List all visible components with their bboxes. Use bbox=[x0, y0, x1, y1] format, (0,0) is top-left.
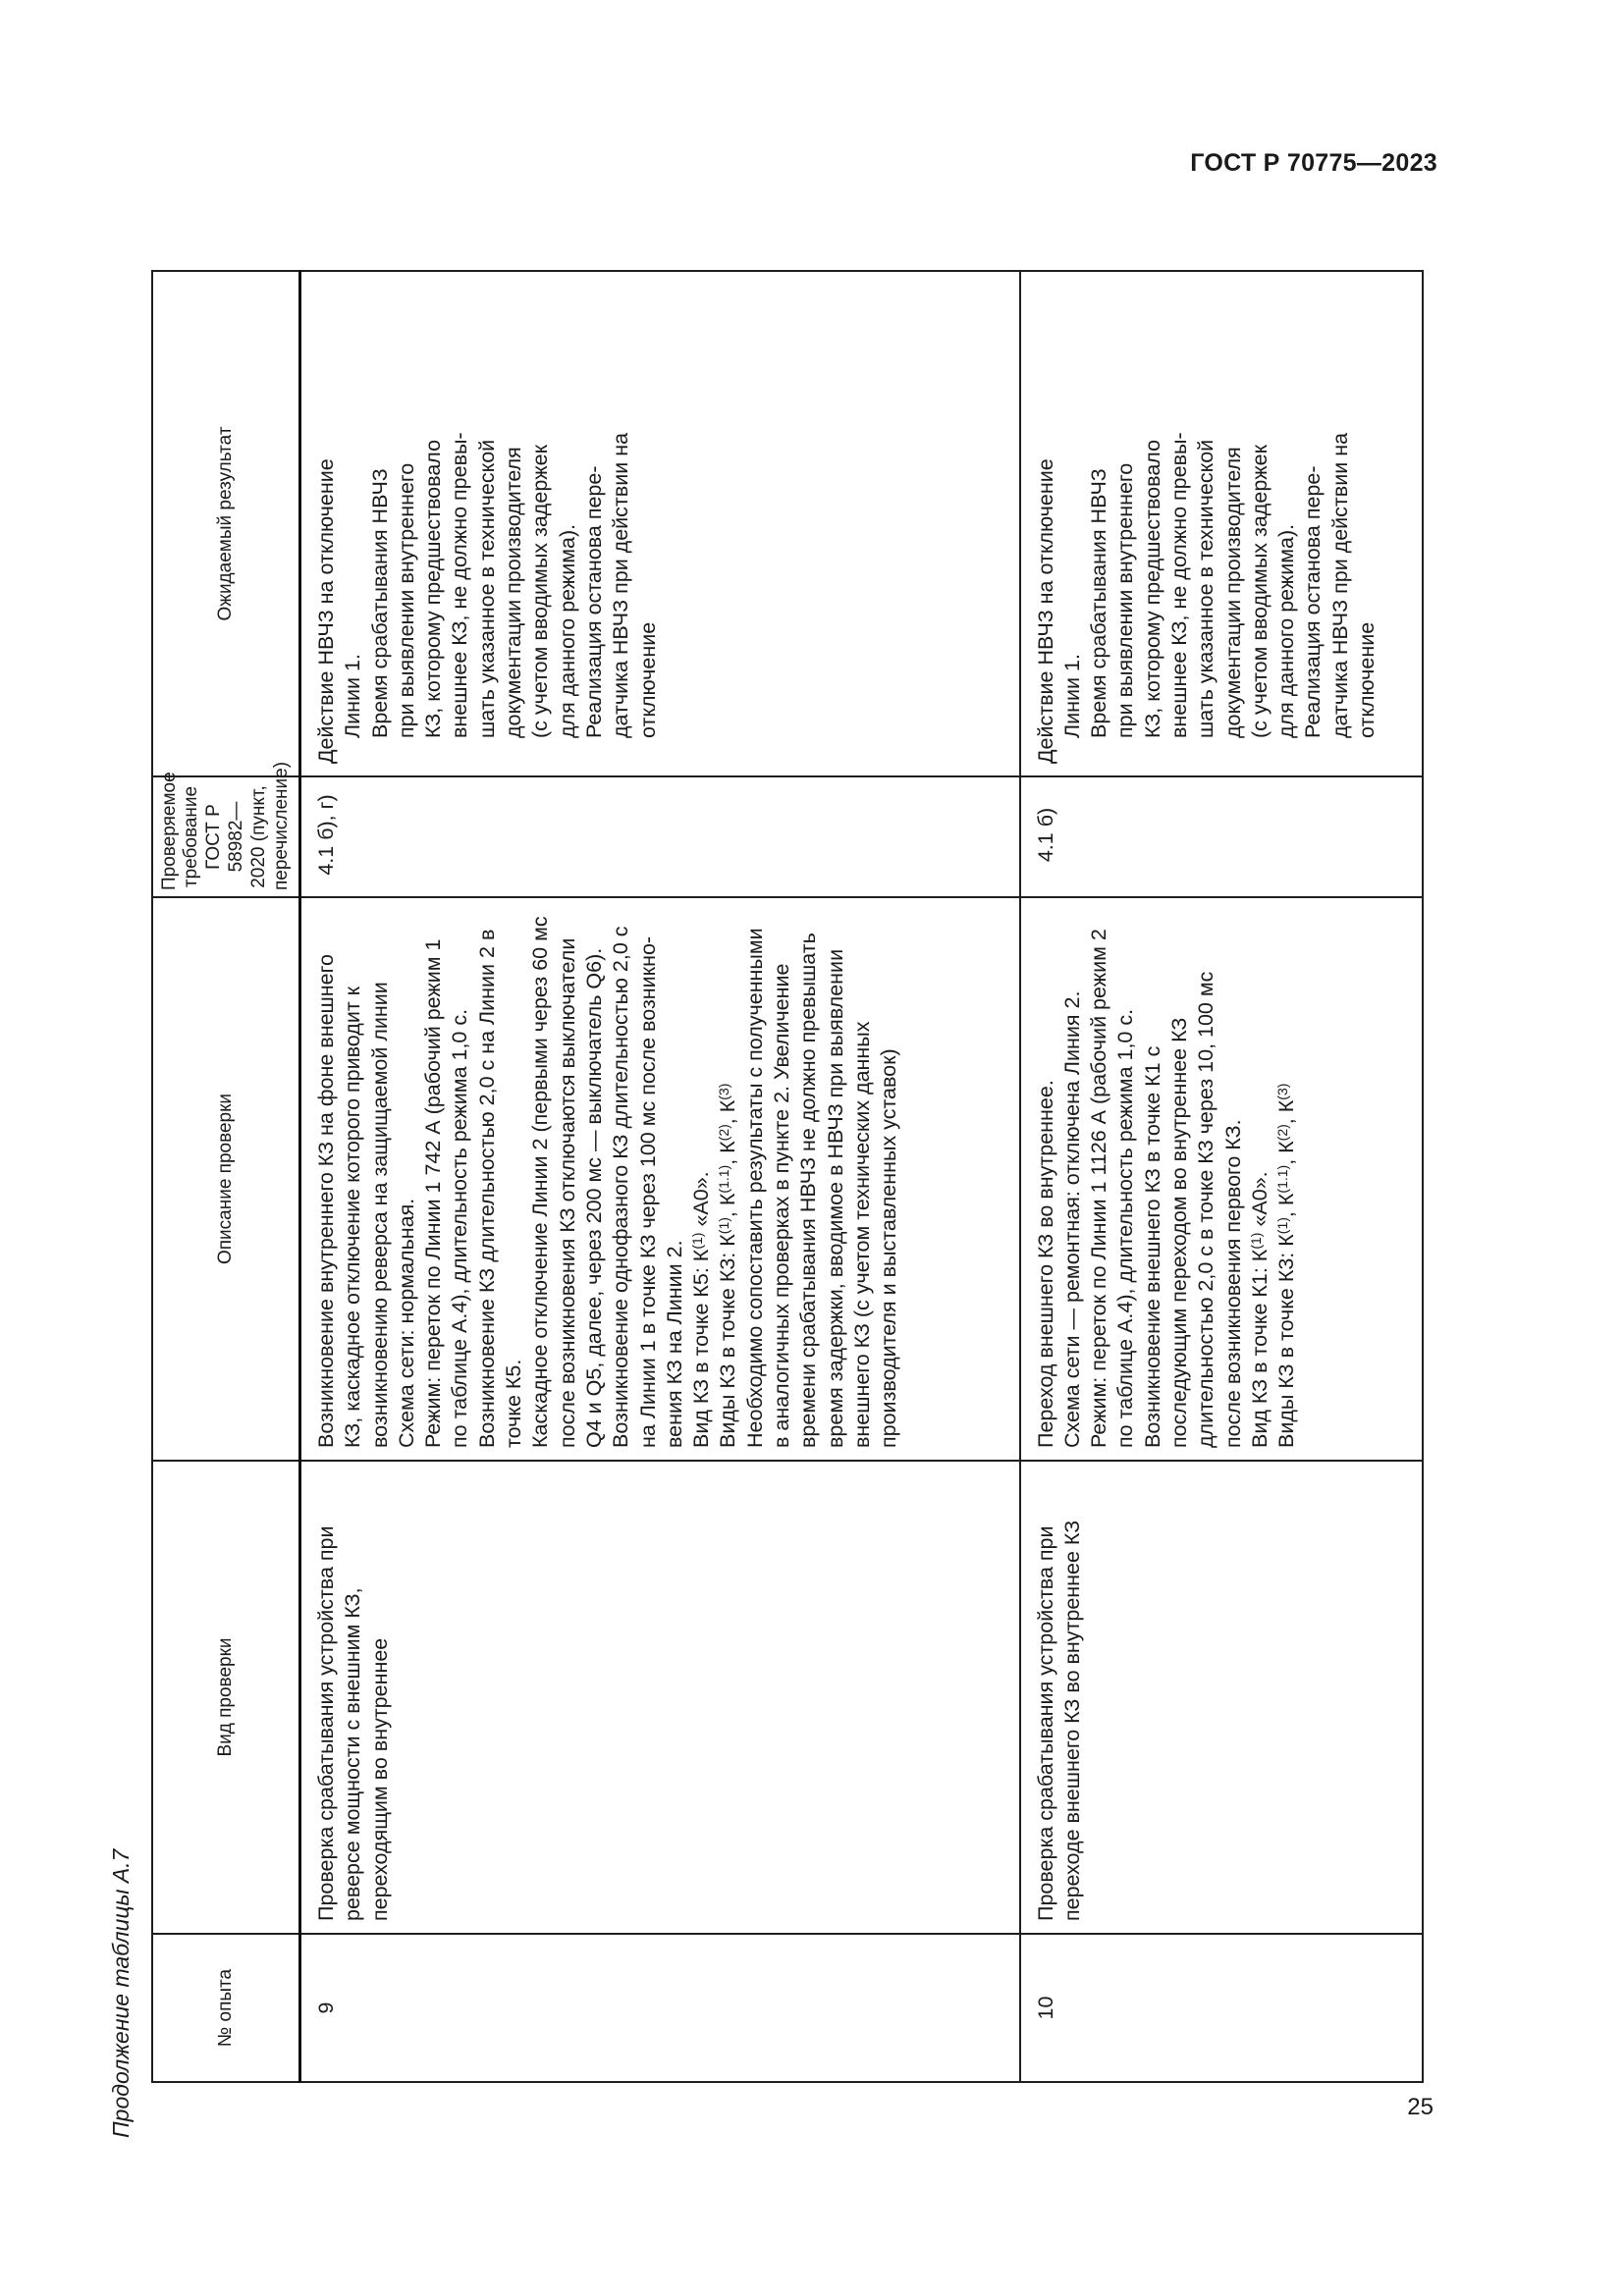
header-desc: Описание проверки bbox=[152, 897, 300, 1461]
desc-line: времени срабатывания НВЧЗ не должно превышать bbox=[796, 933, 821, 1448]
desc-line: Возникновение однофазного КЗ длительностью 2,0 с bbox=[609, 926, 633, 1448]
fault-type-text: , К bbox=[716, 1099, 740, 1125]
result-line: внешнее КЗ, не должно превы- bbox=[1166, 432, 1191, 738]
result-line: документации производителя bbox=[502, 447, 526, 738]
desc-line: Каскадное отключение Линии 2 (первыми через 60 мс bbox=[528, 916, 553, 1448]
desc-line bbox=[688, 906, 715, 1448]
desc-line: в аналогичных проверках в пункте 2. Увеличение bbox=[770, 963, 794, 1448]
check-type: Проверка срабатывания устройства при переходе внешнего КЗ во внутреннее КЗ bbox=[1020, 1461, 1423, 1934]
row-number: 10 bbox=[1020, 1934, 1423, 2082]
rotated-table-area bbox=[108, 224, 1384, 2138]
desc-line: по таблице А.4), длительность режима 1,0 с. bbox=[1113, 1008, 1138, 1448]
result-line: Действие НВЧЗ на отключение bbox=[314, 458, 338, 764]
fault-superscript: (1.1) bbox=[1274, 1164, 1291, 1194]
fault-superscript: (1) bbox=[689, 1232, 706, 1250]
result-line: КЗ, которому предшествовало bbox=[1140, 439, 1164, 738]
expected-result bbox=[1020, 271, 1423, 776]
row-number: 9 bbox=[300, 1934, 1020, 2082]
result-line: шать указанное в технической bbox=[1194, 439, 1218, 738]
result-line: Время срабатывания НВЧЗ bbox=[1087, 468, 1111, 738]
check-description bbox=[300, 897, 1020, 1461]
result-line: внешнее КЗ, не должно превы- bbox=[448, 432, 472, 738]
table-row bbox=[1020, 271, 1423, 2082]
test-table bbox=[151, 270, 1424, 2083]
document-standard-header: ГОСТ Р 70775—2023 bbox=[1190, 149, 1437, 177]
fault-type-text: «А0». bbox=[689, 1171, 714, 1233]
table-row bbox=[300, 271, 1020, 2082]
desc-line bbox=[1247, 906, 1273, 1448]
fault-type-text: Вид КЗ в точке К1: К bbox=[1247, 1249, 1272, 1448]
fault-superscript: (1) bbox=[716, 1217, 732, 1235]
result-line: датчика НВЧЗ при действии на bbox=[1327, 432, 1352, 738]
check-type: Проверка срабатывания устройства при реверсе мощности с внешним КЗ, переходящим во внутреннее bbox=[300, 1461, 1020, 1934]
desc-line: Необходимо сопоставить результаты с полученными bbox=[742, 928, 767, 1448]
result-line: документации производителя bbox=[1220, 447, 1245, 738]
desc-line: Возникновение внешнего КЗ в точке К1 с bbox=[1140, 1045, 1164, 1448]
result-line: при выявлении внутреннего bbox=[394, 462, 418, 738]
desc-line: по таблице А.4), длительность режима 1,0 с. bbox=[448, 1008, 472, 1448]
fault-type-text: Вид КЗ в точке К5: К bbox=[689, 1249, 714, 1448]
header-num: № опыта bbox=[152, 1934, 300, 2082]
desc-line: время задержки, вводимое в НВЧЗ при выявлении bbox=[823, 948, 847, 1448]
result-line: Время срабатывания НВЧЗ bbox=[367, 468, 392, 738]
fault-type-text: , К bbox=[1274, 1141, 1299, 1165]
header-type: Вид проверки bbox=[152, 1461, 300, 1934]
desc-line: внешнего КЗ (с учетом технических данных bbox=[849, 1021, 874, 1448]
result-line: для данного режима). bbox=[1274, 523, 1299, 738]
desc-line: производителя и выставленных уставок) bbox=[877, 1048, 901, 1448]
result-line: Действие НВЧЗ на отключение bbox=[1033, 458, 1057, 764]
result-line: при выявлении внутреннего bbox=[1113, 462, 1138, 738]
desc-line: КЗ, каскадное отключение которого приводит к bbox=[341, 986, 365, 1448]
desc-line: Q4 и Q5, далее, через 200 мс — выключатель Q6). bbox=[581, 947, 606, 1448]
desc-line: Возникновение КЗ длительностью 2,0 с на Линии 2 в bbox=[474, 929, 499, 1448]
result-line: отключение bbox=[1355, 621, 1380, 738]
desc-line: после возникновения первого КЗ. bbox=[1220, 1119, 1245, 1448]
requirement-ref: 4.1 б) bbox=[1020, 776, 1423, 897]
header-result: Ожидаемый результат bbox=[152, 271, 300, 776]
fault-type-text: , К bbox=[1274, 1193, 1299, 1218]
desc-line: Переход внешнего КЗ во внутреннее. bbox=[1033, 1080, 1057, 1448]
fault-type-text: , К bbox=[1274, 1099, 1299, 1125]
desc-line: Схема сети — ремонтная: отключена Линия 2. bbox=[1059, 990, 1084, 1448]
result-line: КЗ, которому предшествовало bbox=[421, 439, 446, 738]
fault-type-text: Виды КЗ в точке К3: К bbox=[1274, 1234, 1299, 1448]
fault-type-text: , К bbox=[716, 1141, 740, 1165]
result-line: (с учетом вводимых задержек bbox=[528, 444, 553, 738]
expected-result bbox=[300, 271, 1020, 776]
result-line: Линии 1. bbox=[1059, 654, 1084, 738]
desc-line: последующим переходом во внутреннее КЗ bbox=[1166, 1017, 1191, 1448]
requirement-ref: 4.1 б), г) bbox=[300, 776, 1020, 897]
desc-line: длительностью 2,0 с в точке К3 через 10, 100 мс bbox=[1194, 971, 1218, 1448]
table-caption: Продолжение таблицы А.7 bbox=[108, 1848, 134, 2138]
fault-type-text: Виды КЗ в точке К3: К bbox=[716, 1234, 740, 1448]
header-req: Проверяемое требование ГОСТ Р 58982—2020 (пункт, перечисление) bbox=[152, 776, 300, 897]
result-line: Реализация останова пере- bbox=[1301, 465, 1326, 738]
fault-superscript: (3) bbox=[716, 1083, 732, 1100]
result-line: для данного режима). bbox=[555, 523, 579, 738]
result-line: (с учетом вводимых задержек bbox=[1247, 444, 1272, 738]
result-line: датчика НВЧЗ при действии на bbox=[609, 432, 633, 738]
desc-line: возникновению реверса на защищаемой линии bbox=[367, 982, 392, 1448]
desc-line: Режим: переток по Линии 1 1126 А (рабочий режим 2 bbox=[1087, 929, 1111, 1448]
desc-line: после возникновения КЗ отключаются выключатели bbox=[555, 937, 579, 1448]
fault-superscript: (1) bbox=[1247, 1232, 1264, 1250]
fault-superscript: (3) bbox=[1274, 1083, 1291, 1100]
desc-line: Возникновение внутреннего КЗ на фоне внешнего bbox=[314, 954, 338, 1448]
result-line: шать указанное в технической bbox=[474, 439, 499, 738]
fault-superscript: (1) bbox=[1274, 1217, 1291, 1235]
fault-type-text: , К bbox=[716, 1193, 740, 1218]
check-description bbox=[1020, 897, 1423, 1461]
result-line: отключение bbox=[635, 621, 660, 738]
page-number: 25 bbox=[1407, 2094, 1434, 2120]
desc-line: Режим: переток по Линии 1 742 А (рабочий режим 1 bbox=[421, 938, 446, 1448]
table-header-row bbox=[152, 271, 300, 2082]
result-line: Линии 1. bbox=[341, 654, 365, 738]
fault-superscript: (2) bbox=[1274, 1124, 1291, 1142]
desc-line: точке К5. bbox=[502, 1359, 526, 1448]
fault-superscript: (2) bbox=[716, 1124, 732, 1142]
desc-line bbox=[715, 906, 741, 1448]
fault-superscript: (1.1) bbox=[716, 1164, 732, 1194]
desc-line: вения КЗ на Линии 2. bbox=[662, 1240, 686, 1448]
desc-line: Схема сети: нормальная. bbox=[394, 1198, 418, 1448]
result-line: Реализация останова пере- bbox=[581, 465, 606, 738]
desc-line: на Линии 1 в точке К3 через 100 мс после возникно- bbox=[635, 935, 660, 1448]
fault-type-text: «А0». bbox=[1247, 1171, 1272, 1233]
desc-line bbox=[1273, 906, 1300, 1448]
